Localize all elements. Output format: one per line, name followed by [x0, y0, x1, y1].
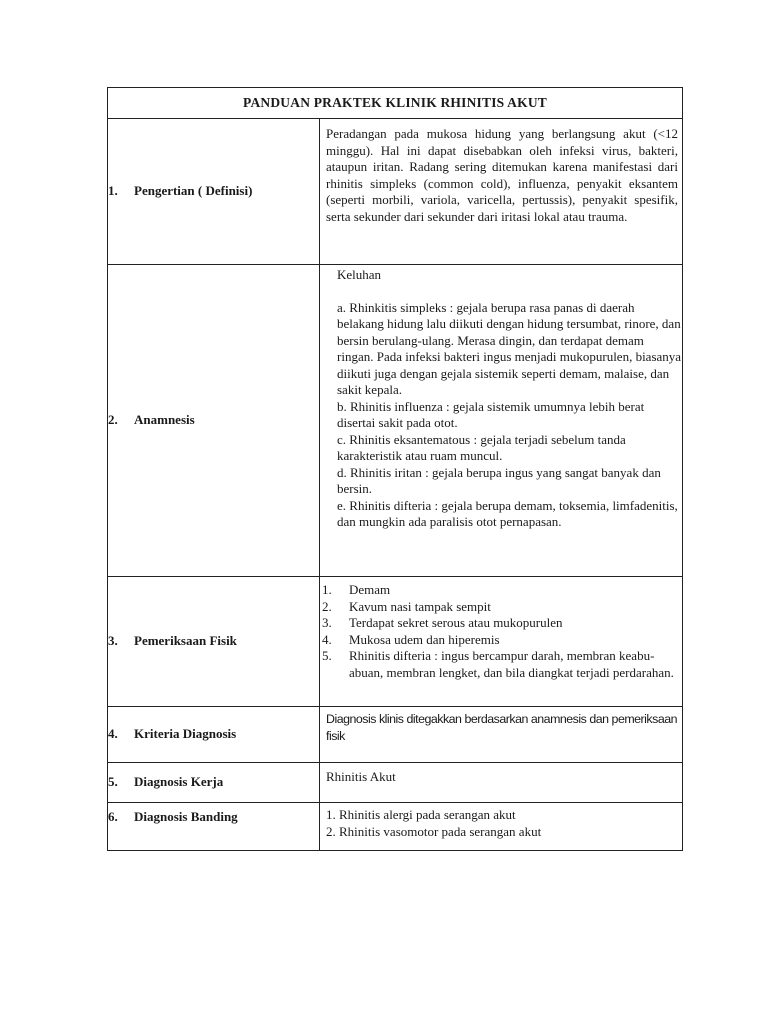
- row-label: [108, 763, 320, 803]
- row-content: [320, 119, 683, 265]
- table-row-diagnosis-kerja: [108, 763, 683, 803]
- list-item: 4. Mukosa udem dan hiperemis: [322, 631, 500, 647]
- row-content: [320, 707, 683, 763]
- list-item: b. Rhinitis influenza : gejala sistemik umumnya lebih berat disertai sakit pada otot.: [337, 398, 645, 430]
- table-row-pemeriksaan-fisik: [108, 577, 683, 707]
- row-title: Pengertian ( Definisi): [134, 183, 253, 199]
- row-number: 4.: [108, 726, 118, 742]
- row-title: Diagnosis Banding: [134, 809, 238, 824]
- physical-exam-list: [320, 577, 682, 681]
- row-label: [108, 707, 320, 763]
- list-item: 3. Terdapat sekret serous atau mukopurulen: [322, 615, 563, 630]
- row-title: Pemeriksaan Fisik: [134, 633, 237, 649]
- row-number: 2.: [108, 412, 118, 428]
- row-title: Anamnesis: [134, 412, 195, 428]
- working-diagnosis-text: Rhinitis Akut: [326, 769, 396, 784]
- differential-diagnosis-list: [320, 803, 682, 840]
- list-item: c. Rhinitis eksantematous : gejala terjadi sebelum tanda karakteristik atau ruam muncul.: [337, 431, 626, 463]
- definition-text: Peradangan pada mukosa hidung yang berlangsung akut (<12 minggu). Hal ini dapat disebabkan oleh infeksi virus, bakteri, ataupun iritan. Radang sering ditemukan karena manifestasi dari rhinitis simpleks (common cold), influenza, penyakit eksantem (seperti morbili, variola, varicella, pertussis), penyakit spesifik, serta sekunder dari sekunder dari iritasi lokal atau trauma.: [326, 126, 678, 224]
- row-title: Kriteria Diagnosis: [134, 726, 237, 742]
- list-item: d. Rhinitis iritan : gejala berupa ingus yang sangat banyak dan bersin.: [337, 464, 661, 496]
- row-title: Diagnosis Kerja: [134, 774, 224, 790]
- clinical-guideline-table: [107, 87, 683, 851]
- list-item: 5. Rhinitis difteria : ingus bercampur darah, membran keabu-abuan, membran lengket, dan bila diangkat terjadi perdarahan.: [322, 648, 674, 680]
- row-label: [108, 803, 320, 851]
- row-content: [320, 803, 683, 851]
- row-label: [108, 265, 320, 577]
- row-number: 1.: [108, 183, 118, 199]
- table-row-definisi: [108, 119, 683, 265]
- row-label: [108, 577, 320, 707]
- table-row-anamnesis: [108, 265, 683, 577]
- row-label: [108, 119, 320, 265]
- list-item: a. Rhinkitis simpleks : gejala berupa rasa panas di daerah belakang hidung lalu diikuti dengan hidung tersumbat, rinore, dan bersin berulang-ulang. Merasa dingin, dan terdapat demam ringan. Pada infeksi bakteri ingus menjadi mukopurulen, biasanya diikuti juga dengan gejala sistemik seperti demam, malaise, dan sakit kepala.: [337, 299, 682, 397]
- row-content: [320, 577, 683, 707]
- list-item: 1. Rhinitis alergi pada serangan akut: [326, 807, 516, 822]
- list-item: 2. Rhinitis vasomotor pada serangan akut: [326, 823, 542, 839]
- anamnesis-content: [320, 265, 682, 531]
- row-number: 6.: [108, 809, 118, 824]
- keluhan-heading: Keluhan: [337, 267, 382, 282]
- criteria-text: Diagnosis klinis ditegakkan berdasarkan anamnesis dan pemeriksaan fisik: [326, 712, 677, 743]
- list-item: 1. Demam: [322, 582, 391, 597]
- row-number: 5.: [108, 774, 118, 790]
- row-content: [320, 265, 683, 577]
- title-row: [108, 88, 683, 119]
- list-item: e. Rhinitis difteria : gejala berupa demam, toksemia, limfadenitis, dan mungkin ada paralisis otot pernapasan.: [337, 497, 678, 529]
- list-item: 2. Kavum nasi tampak sempit: [322, 598, 491, 614]
- table-row-diagnosis-banding: [108, 803, 683, 851]
- table-row-kriteria-diagnosis: [108, 707, 683, 763]
- row-number: 3.: [108, 633, 118, 649]
- row-content: [320, 763, 683, 803]
- document-title: PANDUAN PRAKTEK KLINIK RHINITIS AKUT: [108, 88, 683, 119]
